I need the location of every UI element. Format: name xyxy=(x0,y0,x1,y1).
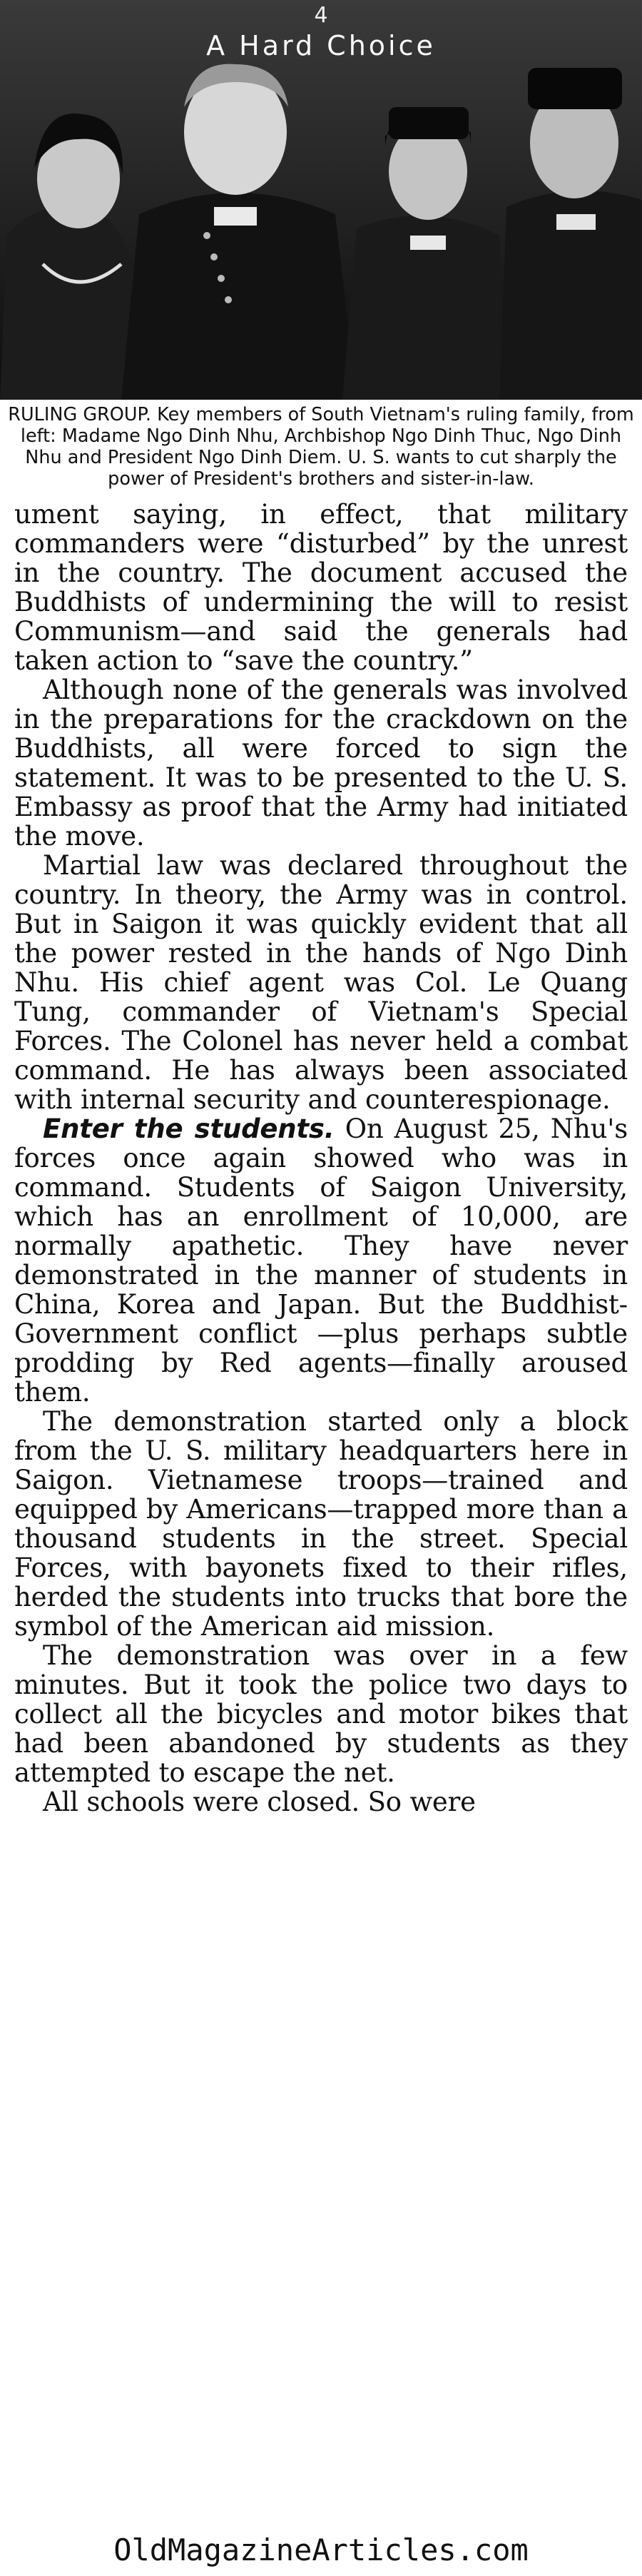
article-paragraph: Although none of the generals was involved in the preparations for the crackdown on the Buddhists, all were forced to sign the statement. It was to be presented to the U. S. Embassy as proof that the Army had initiated the move. xyxy=(14,675,628,852)
article-paragraph: All schools were closed. So were xyxy=(43,1787,476,1817)
caption-text: Key members of South Vietnam's ruling family, from left: Madame Ngo Dinh Nhu, Archbishop Ngo Dinh Thuc, Ngo Dinh Nhu and President Ngo Dinh Diem. U. S. wants to cut sharply the power of President's brothers and sister-in-law. xyxy=(20,404,634,490)
article-paragraph: The demonstration started only a block from the U. S. military headquarters here in Saigon. Vietnamese troops—trained and equipped by Americans—trapped more than a thousand students in the street. Special Forces, with bayonets fixed to their rifles, herded the students into trucks that bore the symbol of the American aid mission. xyxy=(14,1406,628,1642)
paragraph-text: On August 25, Nhu's forces once again showed who was in command. Students of Saigon University, which has an enrollment of 10,000, are normally apathetic. They have never demonstrated in the manner of students in China, Korea and Japan. But the Buddhist-Government conflict —plus perhaps subtle prodding by Red agents—finally aroused them. xyxy=(14,1113,628,1408)
caption-lead: RULING GROUP. xyxy=(8,404,152,425)
article-paragraph: ument saying, in effect, that military commanders were “disturbed” by the unrest in the country. The document accused the Buddhists of undermining the will to resist Communism—and said the generals had taken action to “save the country.” xyxy=(14,499,628,676)
subhead: Enter the students. xyxy=(43,1113,335,1144)
article-body xyxy=(14,500,628,1817)
photo-caption xyxy=(6,404,636,490)
family-photo xyxy=(0,0,642,400)
site-watermark: OldMagazineArticles.com xyxy=(113,2532,529,2567)
article-paragraph: Martial law was declared throughout the country. In theory, the Army was in control. But in Saigon it was quickly evident that all the power rested in the hands of Ngo Dinh Nhu. His chief agent was Col. Le Quang Tung, commander of Vietnam's Special Forces. The Colonel has never held a combat command. He has always been associated with internal security and counterespionage. xyxy=(14,850,628,1115)
photo-title: A Hard Choice xyxy=(206,30,436,61)
article-paragraph-with-subhead xyxy=(14,1114,628,1407)
article-paragraph: The demonstration was over in a few minutes. But it took the police two days to collect all the bicycles and motor bikes that had been abandoned by students as they attempted to escape the net. xyxy=(14,1640,628,1788)
page-number: 4 xyxy=(314,3,328,28)
